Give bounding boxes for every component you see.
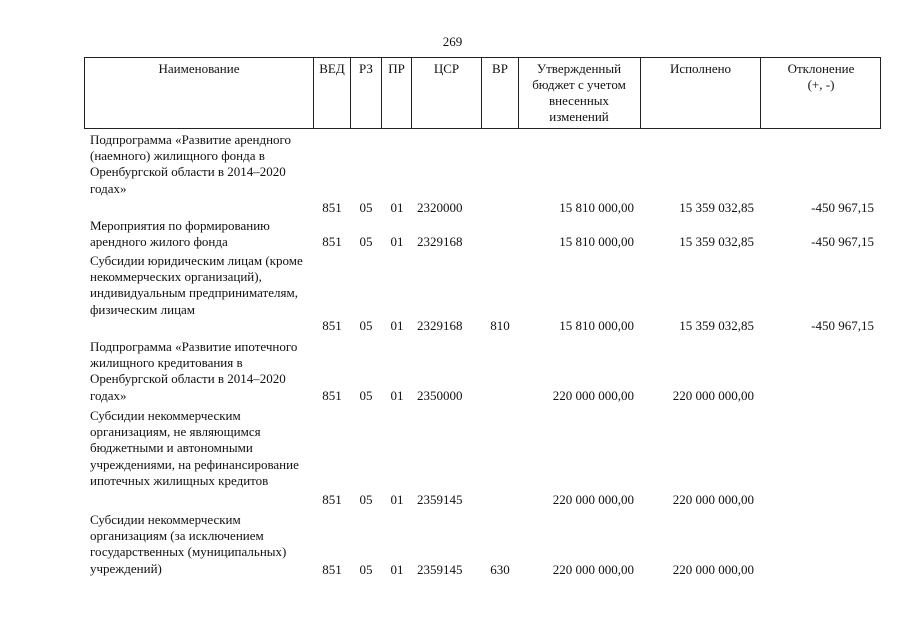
row-csr: 2329168 [417, 234, 463, 249]
row-ved: 851 [322, 318, 342, 333]
row-csr: 2350000 [417, 388, 463, 403]
header-approved: Утвержденный бюджет с учетом внесенных изменений [532, 61, 626, 124]
header-name: Наименование [158, 61, 240, 76]
row-pr: 01 [390, 234, 404, 249]
row-executed: 220 000 000,00 [672, 492, 754, 507]
row-pr: 01 [390, 492, 404, 507]
row-ved: 851 [322, 234, 342, 249]
header-divider [518, 57, 519, 129]
row-name: Мероприятия по формированию арендного жилого фонда [90, 218, 270, 250]
row-deviation: -450 967,15 [811, 234, 874, 249]
row-rz: 05 [359, 234, 373, 249]
header-vr: ВР [492, 61, 508, 76]
header-pr: ПР [388, 61, 405, 76]
row-name: Подпрограмма «Развитие арендного (наемного) жилищного фонда в Оренбургской области в 2014–2020 годах» [90, 132, 292, 196]
row-approved: 15 810 000,00 [559, 200, 634, 215]
table-header [84, 57, 881, 129]
row-executed: 15 359 032,85 [679, 318, 754, 333]
row-name: Субсидии юридическим лицам (кроме некоммерческих организаций), индивидуальным предпринимателям, физическим лицам [90, 253, 303, 317]
row-approved: 220 000 000,00 [552, 388, 634, 403]
header-top-border [84, 57, 881, 58]
row-ved: 851 [322, 388, 342, 403]
header-deviation: Отклонение (+, -) [787, 61, 855, 92]
row-name: Субсидии некоммерческим организациям (за исключением государственных (муниципальных) учреждений) [90, 512, 287, 576]
row-executed: 220 000 000,00 [672, 562, 754, 577]
row-csr: 2359145 [417, 492, 463, 507]
row-approved: 220 000 000,00 [552, 492, 634, 507]
header-ved: ВЕД [319, 61, 345, 76]
row-executed: 220 000 000,00 [672, 388, 754, 403]
row-rz: 05 [359, 562, 373, 577]
row-pr: 01 [390, 200, 404, 215]
header-divider [880, 57, 881, 129]
row-csr: 2329168 [417, 318, 463, 333]
row-rz: 05 [359, 492, 373, 507]
row-approved: 15 810 000,00 [559, 318, 634, 333]
row-pr: 01 [390, 562, 404, 577]
header-divider [760, 57, 761, 129]
row-approved: 220 000 000,00 [552, 562, 634, 577]
page-number: 269 [442, 34, 463, 49]
row-name: Подпрограмма «Развитие ипотечного жилищного кредитования в Оренбургской области в 2014–2020 годах» [90, 339, 298, 403]
row-rz: 05 [359, 200, 373, 215]
row-pr: 01 [390, 388, 404, 403]
row-pr: 01 [390, 318, 404, 333]
row-name: Субсидии некоммерческим организациям, не являющимся бюджетными и автономными учреждениями, на рефинансирование ипотечных жилищных кредитов [90, 408, 299, 488]
row-deviation: -450 967,15 [811, 200, 874, 215]
row-vr: 810 [490, 318, 510, 333]
row-csr: 2359145 [417, 562, 463, 577]
row-approved: 15 810 000,00 [559, 234, 634, 249]
header-rz: РЗ [359, 61, 373, 76]
row-ved: 851 [322, 200, 342, 215]
header-bottom-border [84, 128, 881, 129]
row-rz: 05 [359, 388, 373, 403]
header-csr: ЦСР [433, 61, 460, 76]
row-ved: 851 [322, 562, 342, 577]
row-ved: 851 [322, 492, 342, 507]
row-deviation: -450 967,15 [811, 318, 874, 333]
header-executed: Исполнено [669, 61, 732, 76]
row-executed: 15 359 032,85 [679, 200, 754, 215]
row-executed: 15 359 032,85 [679, 234, 754, 249]
row-csr: 2320000 [417, 200, 463, 215]
row-rz: 05 [359, 318, 373, 333]
row-vr: 630 [490, 562, 510, 577]
